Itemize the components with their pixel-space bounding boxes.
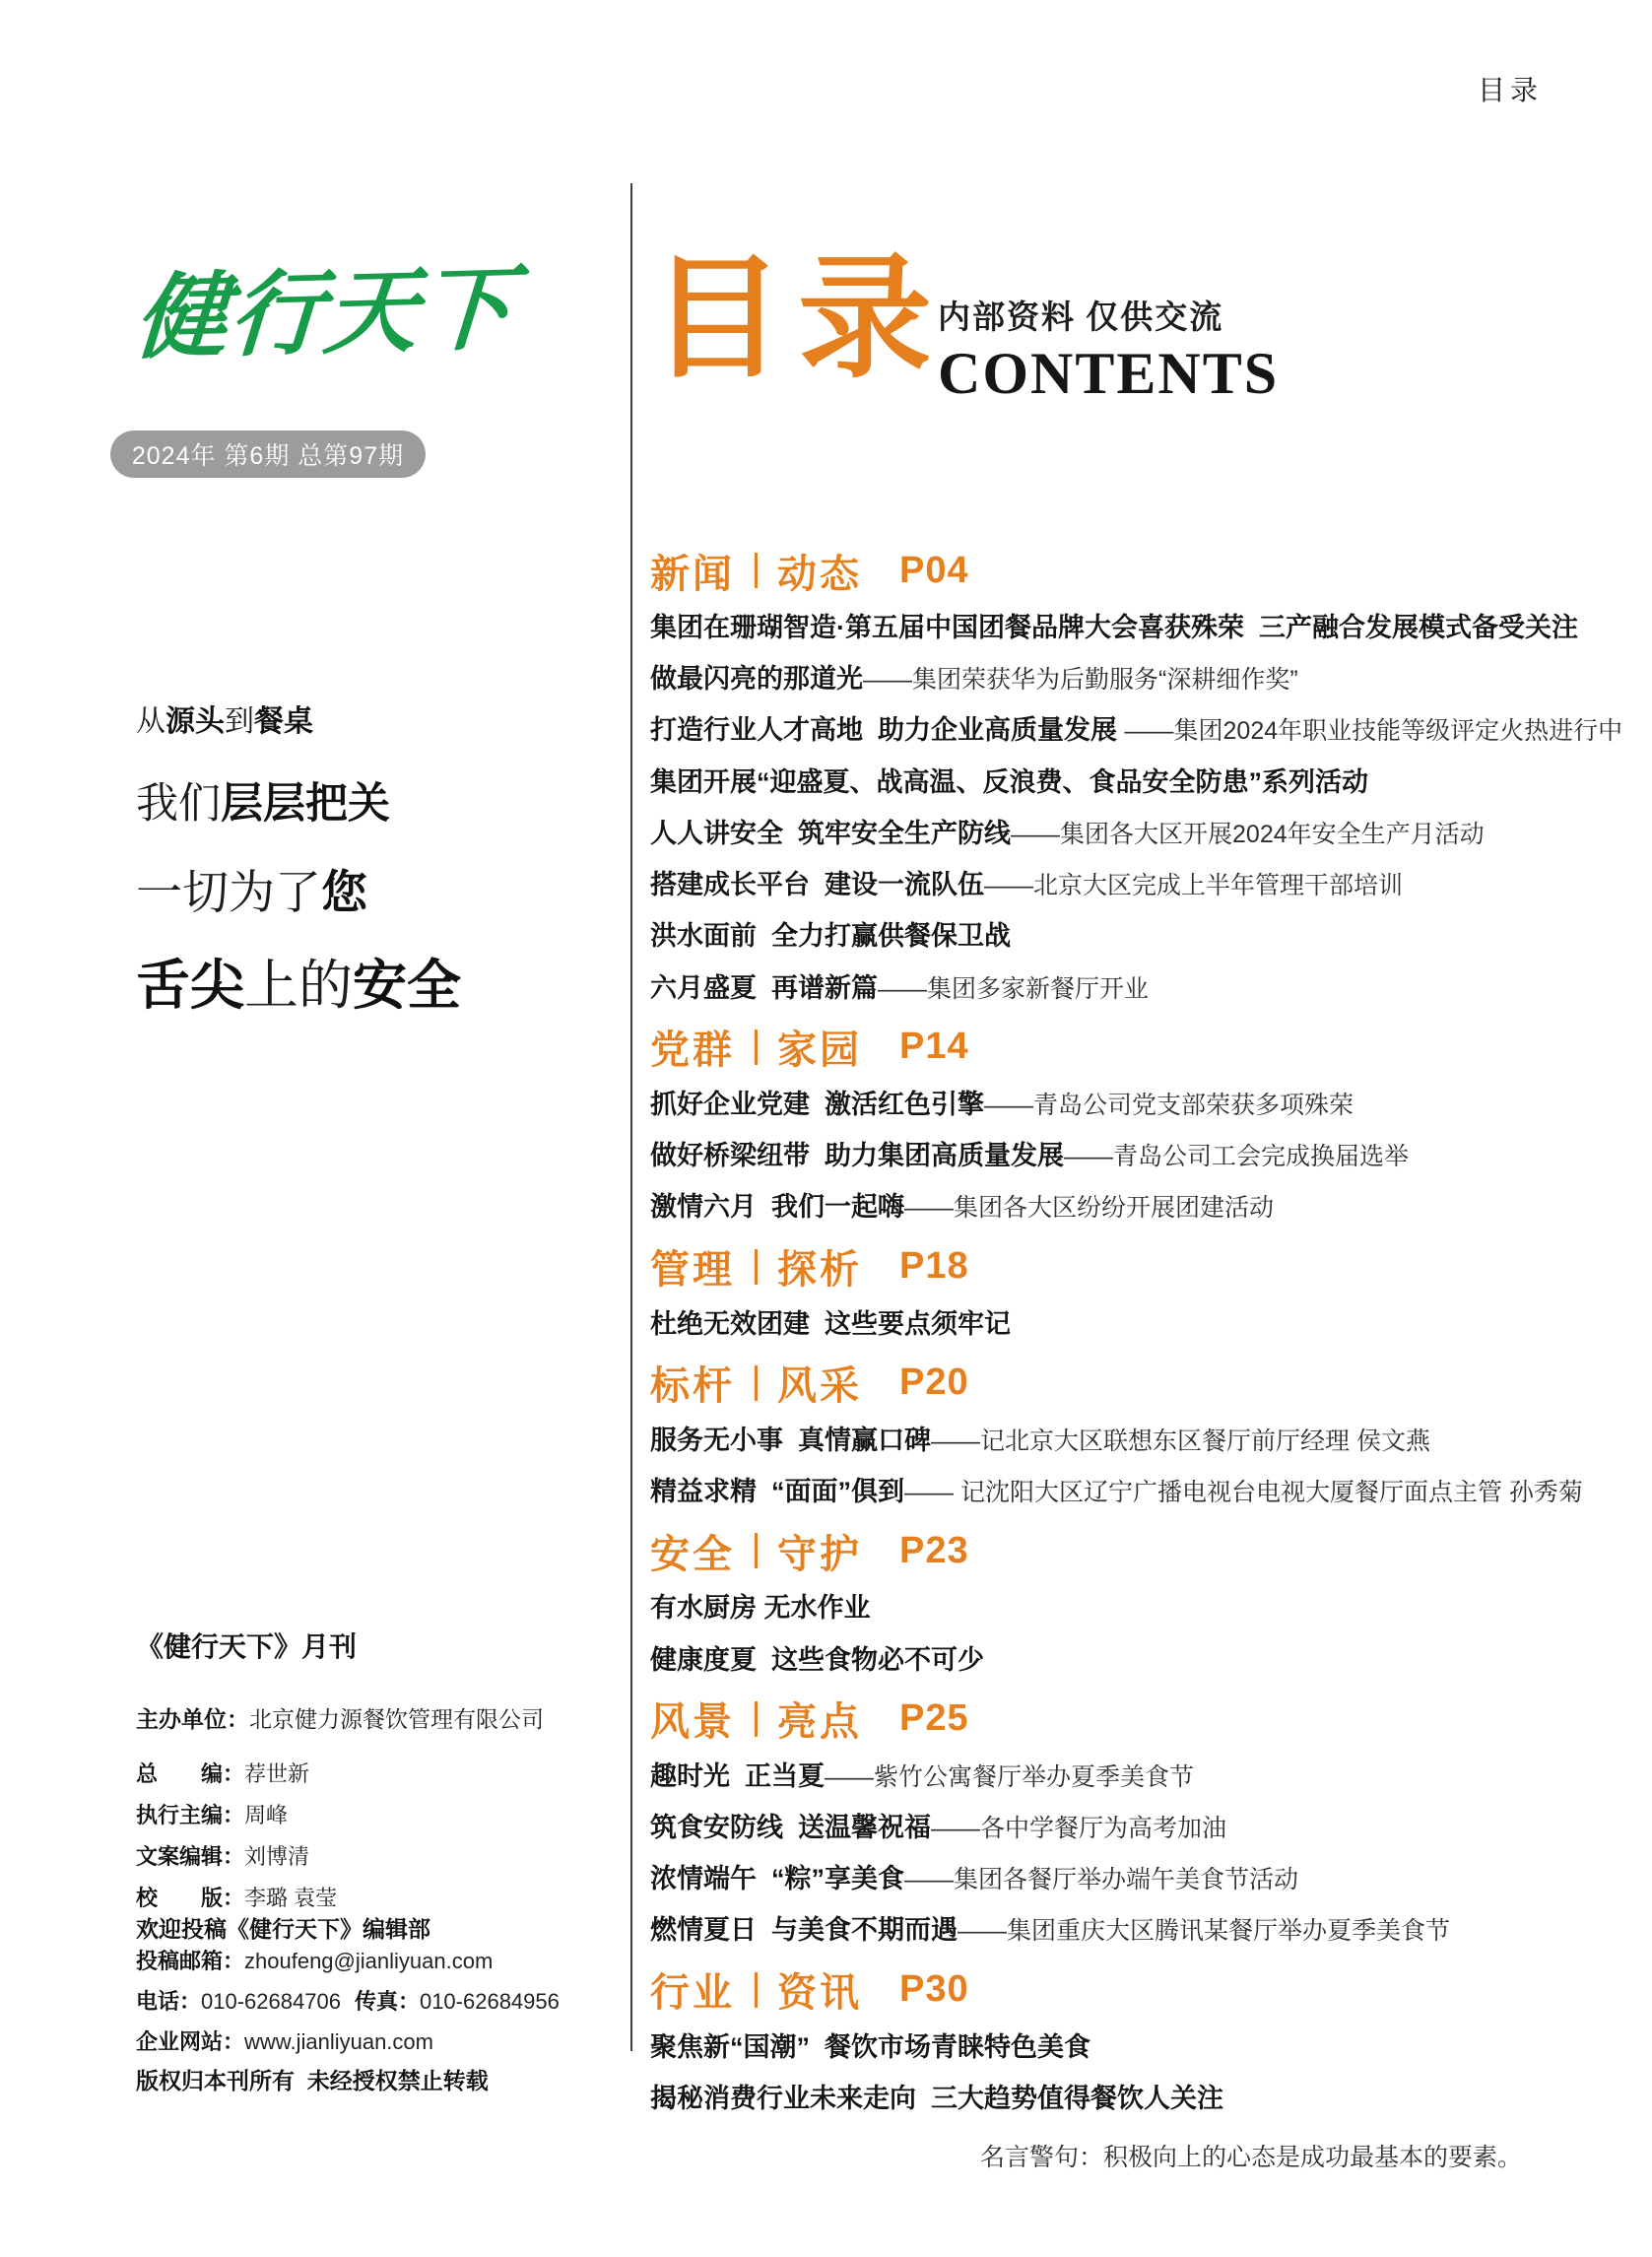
article-title: 抓好企业党建 激活红色引擎 xyxy=(650,1089,985,1119)
article-title: 筑食安防线 送温馨祝福 xyxy=(650,1812,932,1842)
toc-article xyxy=(650,921,1650,951)
section-header xyxy=(650,1528,1650,1576)
toc-article xyxy=(650,767,1650,797)
toc-article xyxy=(650,1309,1650,1339)
section-page-number: P25 xyxy=(899,1697,969,1740)
article-subtitle: ——集团荣获华为后勤服务“深耕细作奖” xyxy=(863,666,1298,695)
section-subcategory: 家园 xyxy=(777,1029,862,1073)
organizer-line xyxy=(136,1701,544,1734)
section-category: 新闻 xyxy=(650,552,735,596)
contact-line xyxy=(136,2025,573,2056)
section-category: 行业 xyxy=(650,1971,735,2016)
article-title: 做好桥梁纽带 助力集团高质量发展 xyxy=(650,1141,1065,1171)
section-subcategory: 风采 xyxy=(777,1364,862,1409)
slogan-segment: 上的 xyxy=(244,955,354,1017)
toc-article xyxy=(650,2032,1650,2062)
slogan-segment: 安全 xyxy=(353,955,462,1017)
article-title: 六月盛夏 再谱新篇 xyxy=(650,972,879,1003)
contact-line xyxy=(136,1945,573,1975)
article-title: 杜绝无效团建 这些要点须牢记 xyxy=(650,1308,1012,1339)
contents-title-side xyxy=(938,292,1280,406)
staff-name: 周峰 xyxy=(244,1803,289,1827)
slogan-segment: 从 xyxy=(136,705,165,738)
article-subtitle: ——集团各餐厅举办端午美食节活动 xyxy=(904,1866,1299,1894)
toc-article xyxy=(650,1192,1650,1222)
section-separator xyxy=(755,1365,758,1401)
section-subcategory: 动态 xyxy=(777,552,862,596)
section-separator xyxy=(755,1249,758,1285)
toc-article xyxy=(650,1141,1650,1170)
contents-section xyxy=(650,1244,1650,1339)
article-subtitle: —— 记沈阳大区辽宁广播电视台电视大厦餐厅面点主管 孙秀菊 xyxy=(904,1479,1583,1507)
slogan-segment: 我们 xyxy=(136,779,221,828)
staff-role-label: 文案编辑： xyxy=(136,1844,245,1869)
contents-section xyxy=(650,548,1650,1003)
article-subtitle: ——记北京大区联想东区餐厅前厅经理 侯文燕 xyxy=(931,1427,1430,1455)
article-title: 集团开展“迎盛夏、战高温、反浪费、食品安全防患”系列活动 xyxy=(650,766,1368,797)
article-subtitle: ——青岛公司党支部荣获多项殊荣 xyxy=(984,1091,1355,1119)
article-title: 人人讲安全 筑牢安全生产防线 xyxy=(650,818,1012,848)
section-subcategory: 守护 xyxy=(777,1532,862,1576)
article-title: 集团在珊瑚智造·第五届中国团餐品牌大会喜获殊荣 三产融合发展模式备受关注 xyxy=(650,613,1578,642)
contact-list xyxy=(136,1945,573,2066)
contact-value: 010-62684956 xyxy=(419,1989,560,2014)
section-page-number: P14 xyxy=(899,1026,969,1068)
publication-title: 《健行天下》月刊 xyxy=(136,1631,358,1662)
organizer-value: 北京健力源餐饮管理有限公司 xyxy=(249,1706,544,1732)
article-title: 做最闪亮的那道光 xyxy=(650,664,863,695)
submission-title: 欢迎投稿《健行天下》编辑部 xyxy=(136,1916,430,1942)
issue-bar: 2024年 第6期 总第97期 xyxy=(110,431,426,478)
article-title: 健康度夏 这些食物必不可少 xyxy=(650,1644,985,1675)
toc-article xyxy=(650,2084,1650,2113)
staff-line xyxy=(136,1758,337,1788)
slogan-segment: 舌尖 xyxy=(136,955,245,1017)
section-category: 党群 xyxy=(650,1029,735,1073)
section-header xyxy=(650,1967,1650,2016)
staff-role-label: 总 编： xyxy=(136,1761,245,1786)
section-subcategory: 探析 xyxy=(777,1248,862,1293)
section-separator xyxy=(755,1533,758,1568)
section-page-number: P04 xyxy=(899,549,969,591)
article-title: 浓情端午 “粽”享美食 xyxy=(650,1864,905,1894)
toc-article xyxy=(650,1090,1650,1119)
contact-label: 传真： xyxy=(354,1989,420,2014)
staff-line xyxy=(136,1799,337,1829)
toc-article xyxy=(650,1915,1650,1945)
slogan-line xyxy=(136,780,550,828)
section-separator xyxy=(755,1701,758,1737)
contents-section xyxy=(650,1696,1650,1946)
contact-value: www.jianliyuan.com xyxy=(244,2029,433,2054)
article-subtitle: ——北京大区完成上半年管理干部培训 xyxy=(984,872,1404,900)
slogan-segment: 一切为了 xyxy=(136,865,321,918)
slogan-line xyxy=(136,956,550,1017)
article-title: 打造行业人才高地 助力企业高质量发展 xyxy=(650,715,1125,746)
toc-article xyxy=(650,870,1650,899)
copyright-notice: 版权归本刊所有 未经授权禁止转载 xyxy=(136,2068,489,2093)
slogan-segment: 源头 xyxy=(165,705,225,738)
slogan-segment: 餐桌 xyxy=(254,705,313,738)
staff-name: 刘博清 xyxy=(244,1844,310,1869)
article-title: 揭秘消费行业未来走向 三大趋势值得餐饮人关注 xyxy=(650,2083,1224,2113)
contact-value: 010-62684706 xyxy=(201,1989,341,2014)
contact-label: 投稿邮箱： xyxy=(136,1949,245,1973)
toc-article xyxy=(650,715,1650,745)
staff-line xyxy=(136,1840,337,1871)
bottom-quote: 名言警句：积极向上的心态是成功最基本的要素。 xyxy=(980,2144,1523,2171)
contents-section xyxy=(650,1025,1650,1223)
slogan-line xyxy=(136,867,550,919)
article-title: 趣时光 正当夏 xyxy=(650,1760,826,1791)
toc-article xyxy=(650,613,1650,642)
section-category: 安全 xyxy=(650,1532,735,1576)
toc-article xyxy=(650,1593,1650,1623)
section-header xyxy=(650,548,1650,596)
section-header xyxy=(650,1244,1650,1293)
section-separator xyxy=(755,1029,758,1065)
article-title: 聚焦新“国潮” 餐饮市场青睐特色美食 xyxy=(650,2031,1091,2062)
toc-article xyxy=(650,973,1650,1003)
staff-name: 荐世新 xyxy=(244,1761,310,1786)
toc-article xyxy=(650,1426,1650,1455)
section-page-number: P30 xyxy=(899,1968,969,2011)
internal-note: 内部资料 仅供交流 xyxy=(938,300,1224,336)
slogan-segment: 您 xyxy=(321,865,367,918)
contents-section xyxy=(650,1361,1650,1506)
article-title: 激情六月 我们一起嗨 xyxy=(650,1192,905,1223)
article-subtitle: ——集团2024年职业技能等级评定火热进行中 xyxy=(1124,717,1623,746)
section-header xyxy=(650,1025,1650,1073)
slogan-segment: 到 xyxy=(225,705,254,738)
article-subtitle: ——集团多家新餐厅开业 xyxy=(878,974,1150,1003)
organizer-label: 主办单位： xyxy=(136,1706,249,1732)
staff-name: 李璐 袁莹 xyxy=(244,1886,338,1910)
column-divider xyxy=(630,183,632,2051)
magazine-logo: 健行天下 xyxy=(131,256,518,370)
contact-pair xyxy=(136,1949,493,1973)
slogan xyxy=(136,705,550,1017)
section-page-number: P18 xyxy=(899,1245,969,1288)
section-subcategory: 亮点 xyxy=(777,1700,862,1745)
staff-role-label: 执行主编： xyxy=(136,1803,245,1827)
contents-section xyxy=(650,1528,1650,1674)
contact-label: 企业网站： xyxy=(136,2029,245,2054)
section-header xyxy=(650,1696,1650,1745)
article-title: 有水厨房 无水作业 xyxy=(650,1593,871,1624)
staff-list xyxy=(136,1758,337,1923)
section-header xyxy=(650,1361,1650,1409)
corner-page-label: 目录 xyxy=(1478,75,1544,105)
toc-article xyxy=(650,1813,1650,1842)
contact-pair xyxy=(355,1989,560,2014)
section-subcategory: 资讯 xyxy=(777,1971,862,2016)
article-title: 洪水面前 全力打赢供餐保卫战 xyxy=(650,921,1012,952)
contact-pair xyxy=(136,1989,341,2014)
toc-article xyxy=(650,1477,1650,1506)
article-subtitle: ——各中学餐厅为高考加油 xyxy=(931,1814,1227,1842)
toc-article xyxy=(650,1761,1650,1791)
toc-article xyxy=(650,1645,1650,1675)
section-category: 标杆 xyxy=(650,1364,735,1409)
article-title: 搭建成长平台 建设一流队伍 xyxy=(650,870,985,900)
toc-article xyxy=(650,819,1650,848)
section-separator xyxy=(755,553,758,588)
article-title: 燃情夏日 与美食不期而遇 xyxy=(650,1915,958,1946)
contact-label: 电话： xyxy=(136,1989,202,2014)
contents-list xyxy=(650,542,1650,2135)
slogan-segment: 层层把关 xyxy=(221,779,390,828)
contents-title-cn: 目录 xyxy=(650,243,946,393)
toc-article xyxy=(650,664,1650,694)
section-category: 管理 xyxy=(650,1248,735,1293)
contents-title-en: CONTENTS xyxy=(938,341,1280,406)
toc-article xyxy=(650,1864,1650,1893)
article-subtitle: ——集团各大区纷纷开展团建活动 xyxy=(904,1194,1275,1223)
article-subtitle: ——紫竹公寓餐厅举办夏季美食节 xyxy=(825,1762,1195,1791)
article-subtitle: ——青岛公司工会完成换届选举 xyxy=(1064,1143,1410,1171)
contact-value: zhoufeng@jianliyuan.com xyxy=(244,1949,494,1973)
contact-pair xyxy=(136,2029,433,2054)
staff-role-label: 校 版： xyxy=(136,1886,245,1910)
slogan-line xyxy=(136,705,550,739)
article-title: 服务无小事 真情赢口碑 xyxy=(650,1425,932,1455)
contact-line xyxy=(136,1985,573,2016)
staff-line xyxy=(136,1882,337,1912)
section-page-number: P20 xyxy=(899,1361,969,1404)
article-subtitle: ——集团重庆大区腾讯某餐厅举办夏季美食节 xyxy=(958,1917,1451,1946)
contents-section xyxy=(650,1967,1650,2113)
article-subtitle: ——集团各大区开展2024年安全生产月活动 xyxy=(1011,820,1485,848)
section-separator xyxy=(755,1972,758,2008)
article-title: 精益求精 “面面”俱到 xyxy=(650,1477,905,1507)
section-page-number: P23 xyxy=(899,1529,969,1571)
section-category: 风景 xyxy=(650,1700,735,1745)
